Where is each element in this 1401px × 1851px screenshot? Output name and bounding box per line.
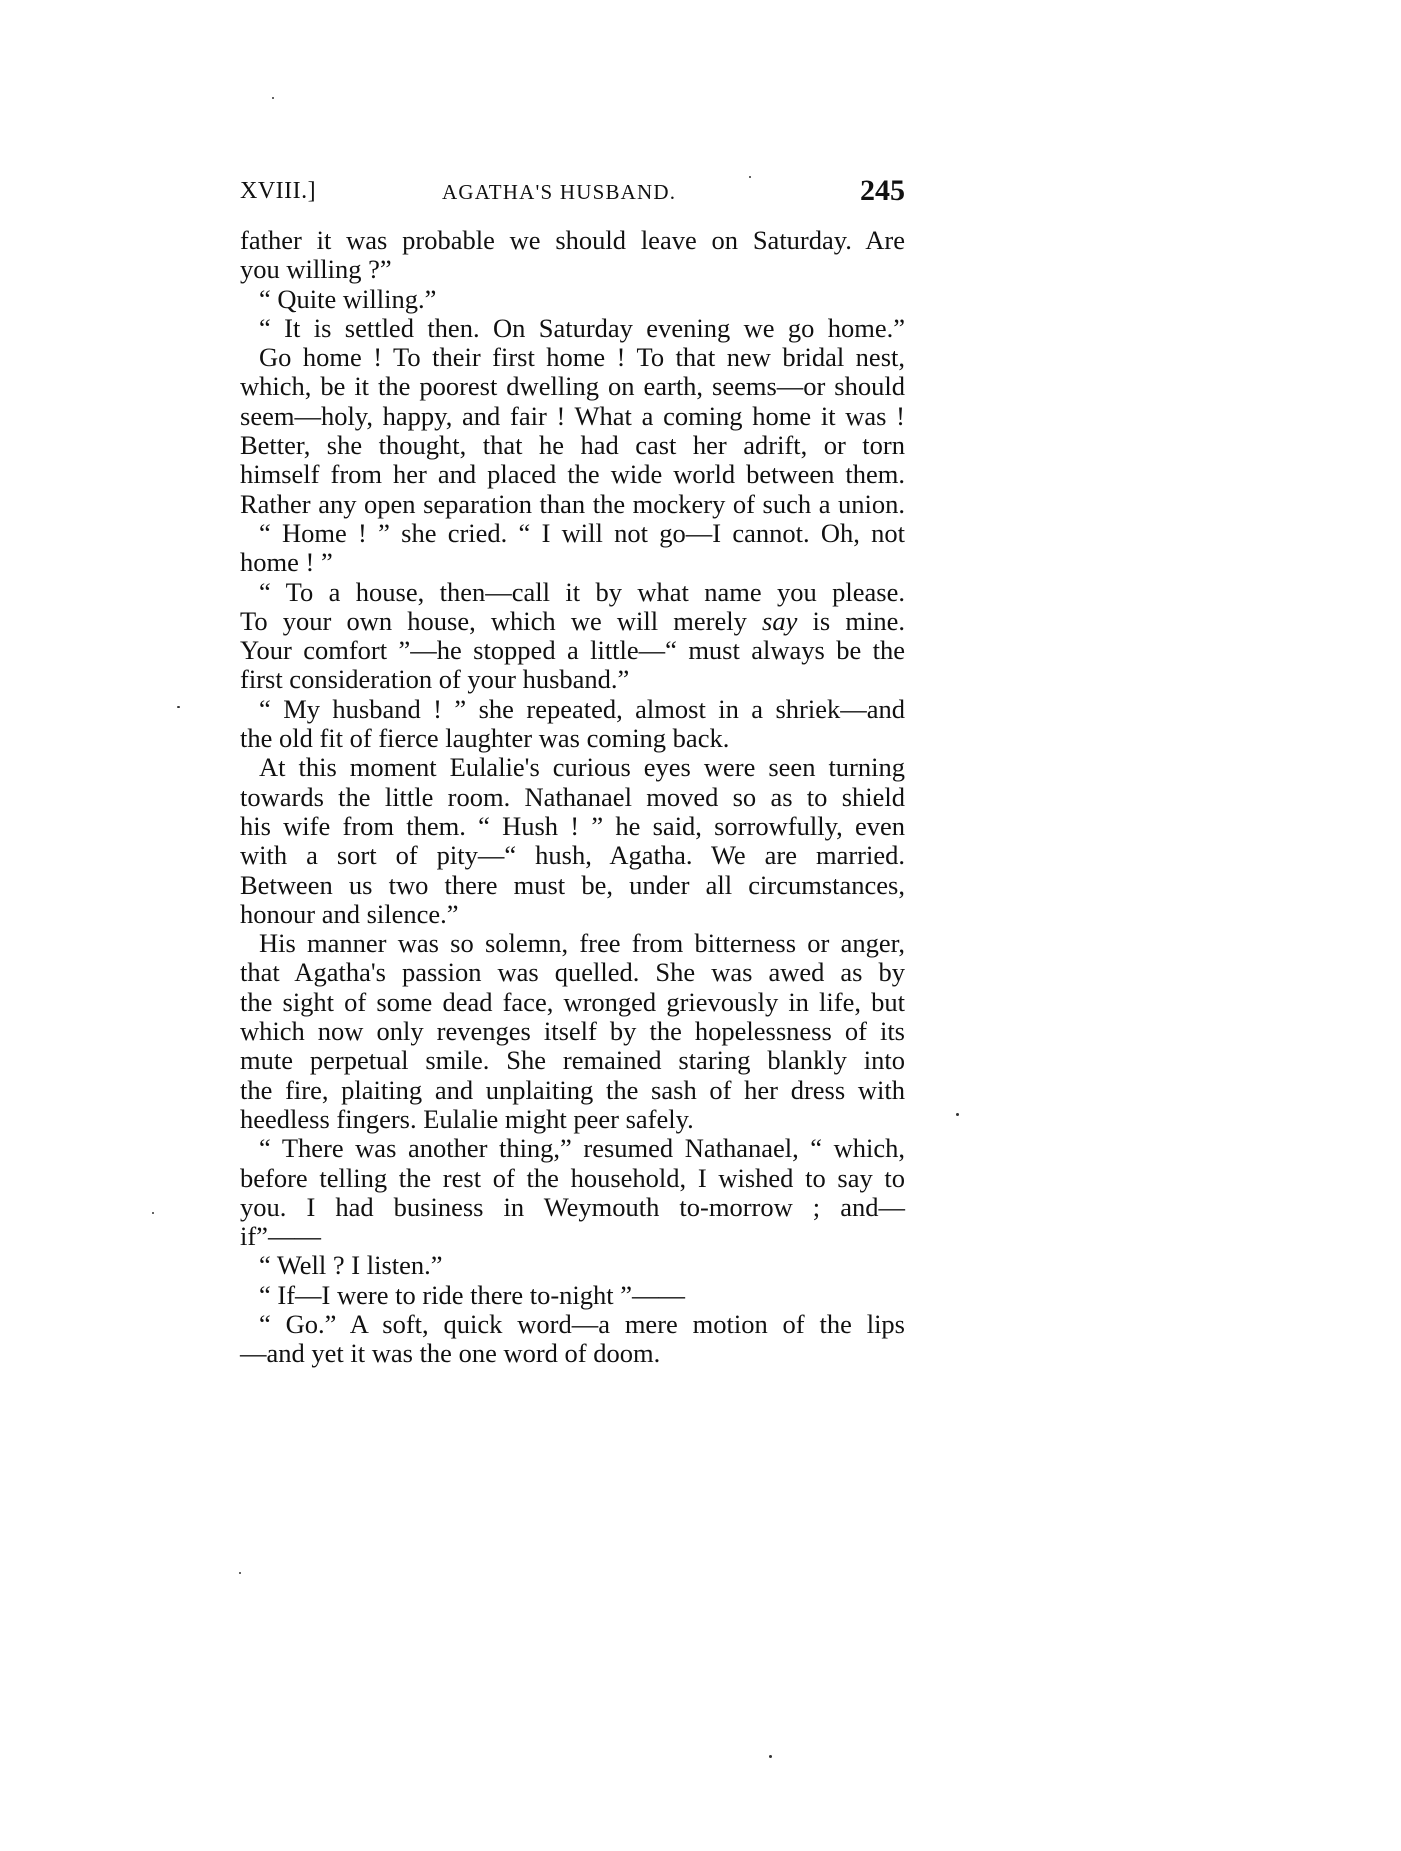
text-line: “ Well ? I listen.”: [259, 1250, 443, 1281]
text-line: the fire, plaiting and unplaiting the sash of her dress with: [240, 1074, 905, 1105]
text-line: with a sort of pity—“ hush, Agatha. We are married.: [240, 840, 905, 871]
text-line: “ To a house, then—call it by what name you please.: [259, 576, 905, 607]
text-line: “ There was another thing,” resumed Nathanael, “ which,: [259, 1133, 905, 1164]
scan-speck: [749, 176, 751, 178]
text-line: you willing ?”: [240, 254, 392, 285]
emphasized-word: say: [762, 605, 798, 636]
text-line: mute perpetual smile. She remained staring blankly into: [240, 1045, 905, 1076]
text-line: himself from her and placed the wide world between them.: [240, 459, 905, 490]
running-title: AGATHA'S HUSBAND.: [442, 180, 677, 204]
text-line: “ It is settled then. On Saturday evening we go home.”: [259, 312, 905, 343]
text-line: his wife from them. “ Hush ! ” he said, sorrowfully, even: [240, 810, 905, 841]
text-line: Rather any open separation than the mockery of such a union.: [240, 488, 905, 519]
text-line: honour and silence.”: [240, 898, 459, 929]
text-line: the old fit of fierce laughter was coming back.: [240, 723, 730, 754]
text-line: “ If—I were to ride there to-night ”——: [259, 1279, 686, 1310]
text-line: Your comfort ”—he stopped a little—“ must always be the: [240, 635, 905, 666]
text-line: heedless fingers. Eulalie might peer safely.: [240, 1103, 694, 1134]
text-line: —and yet it was the one word of doom.: [240, 1338, 661, 1369]
body-text: [240, 226, 905, 1369]
scan-speck: [177, 706, 180, 708]
text-line: To your own house, which we will merely say is mine.: [240, 605, 905, 636]
text-line: At this moment Eulalie's curious eyes were seen turning: [259, 752, 905, 783]
chapter-number: XVIII.]: [240, 178, 317, 204]
text-line: first consideration of your husband.”: [240, 664, 630, 695]
scan-speck: [956, 1113, 959, 1116]
text-line: “ Go.” A soft, quick word—a mere motion of the lips: [259, 1308, 905, 1339]
text-line: “ Quite willing.”: [259, 283, 437, 314]
text-line: towards the little room. Nathanael moved so as to shield: [240, 781, 905, 812]
scan-speck: [272, 97, 274, 99]
scan-speck: [769, 1755, 772, 1758]
text-line: the sight of some dead face, wronged grievously in life, but: [240, 986, 905, 1017]
text-line: home ! ”: [240, 547, 333, 578]
text-line: His manner was so solemn, free from bitterness or anger,: [259, 928, 905, 959]
text-line: seem—holy, happy, and fair ! What a coming home it was !: [240, 400, 905, 431]
text-line: that Agatha's passion was quelled. She was awed as by: [240, 957, 905, 988]
text-line: if”——: [240, 1221, 321, 1252]
text-line: Better, she thought, that he had cast her adrift, or torn: [240, 430, 905, 461]
text-line: which now only revenges itself by the hopelessness of its: [240, 1016, 905, 1047]
scan-speck: [239, 1572, 241, 1574]
text-line: you. I had business in Weymouth to-morrow ; and—: [240, 1191, 905, 1222]
text-line: before telling the rest of the household, I wished to say to: [240, 1162, 905, 1193]
text-line: Between us two there must be, under all circumstances,: [240, 869, 905, 900]
text-line: which, be it the poorest dwelling on earth, seems—or should: [240, 371, 905, 402]
text-line: “ My husband ! ” she repeated, almost in a shriek—and: [259, 693, 905, 724]
text-line: Go home ! To their first home ! To that new bridal nest,: [259, 342, 905, 373]
text-line: father it was probable we should leave on Saturday. Are: [240, 225, 905, 255]
page-number: 245: [860, 174, 905, 207]
running-header: [240, 174, 905, 214]
text-line: “ Home ! ” she cried. “ I will not go—I cannot. Oh, not: [259, 517, 905, 548]
scan-speck: [152, 1212, 154, 1214]
